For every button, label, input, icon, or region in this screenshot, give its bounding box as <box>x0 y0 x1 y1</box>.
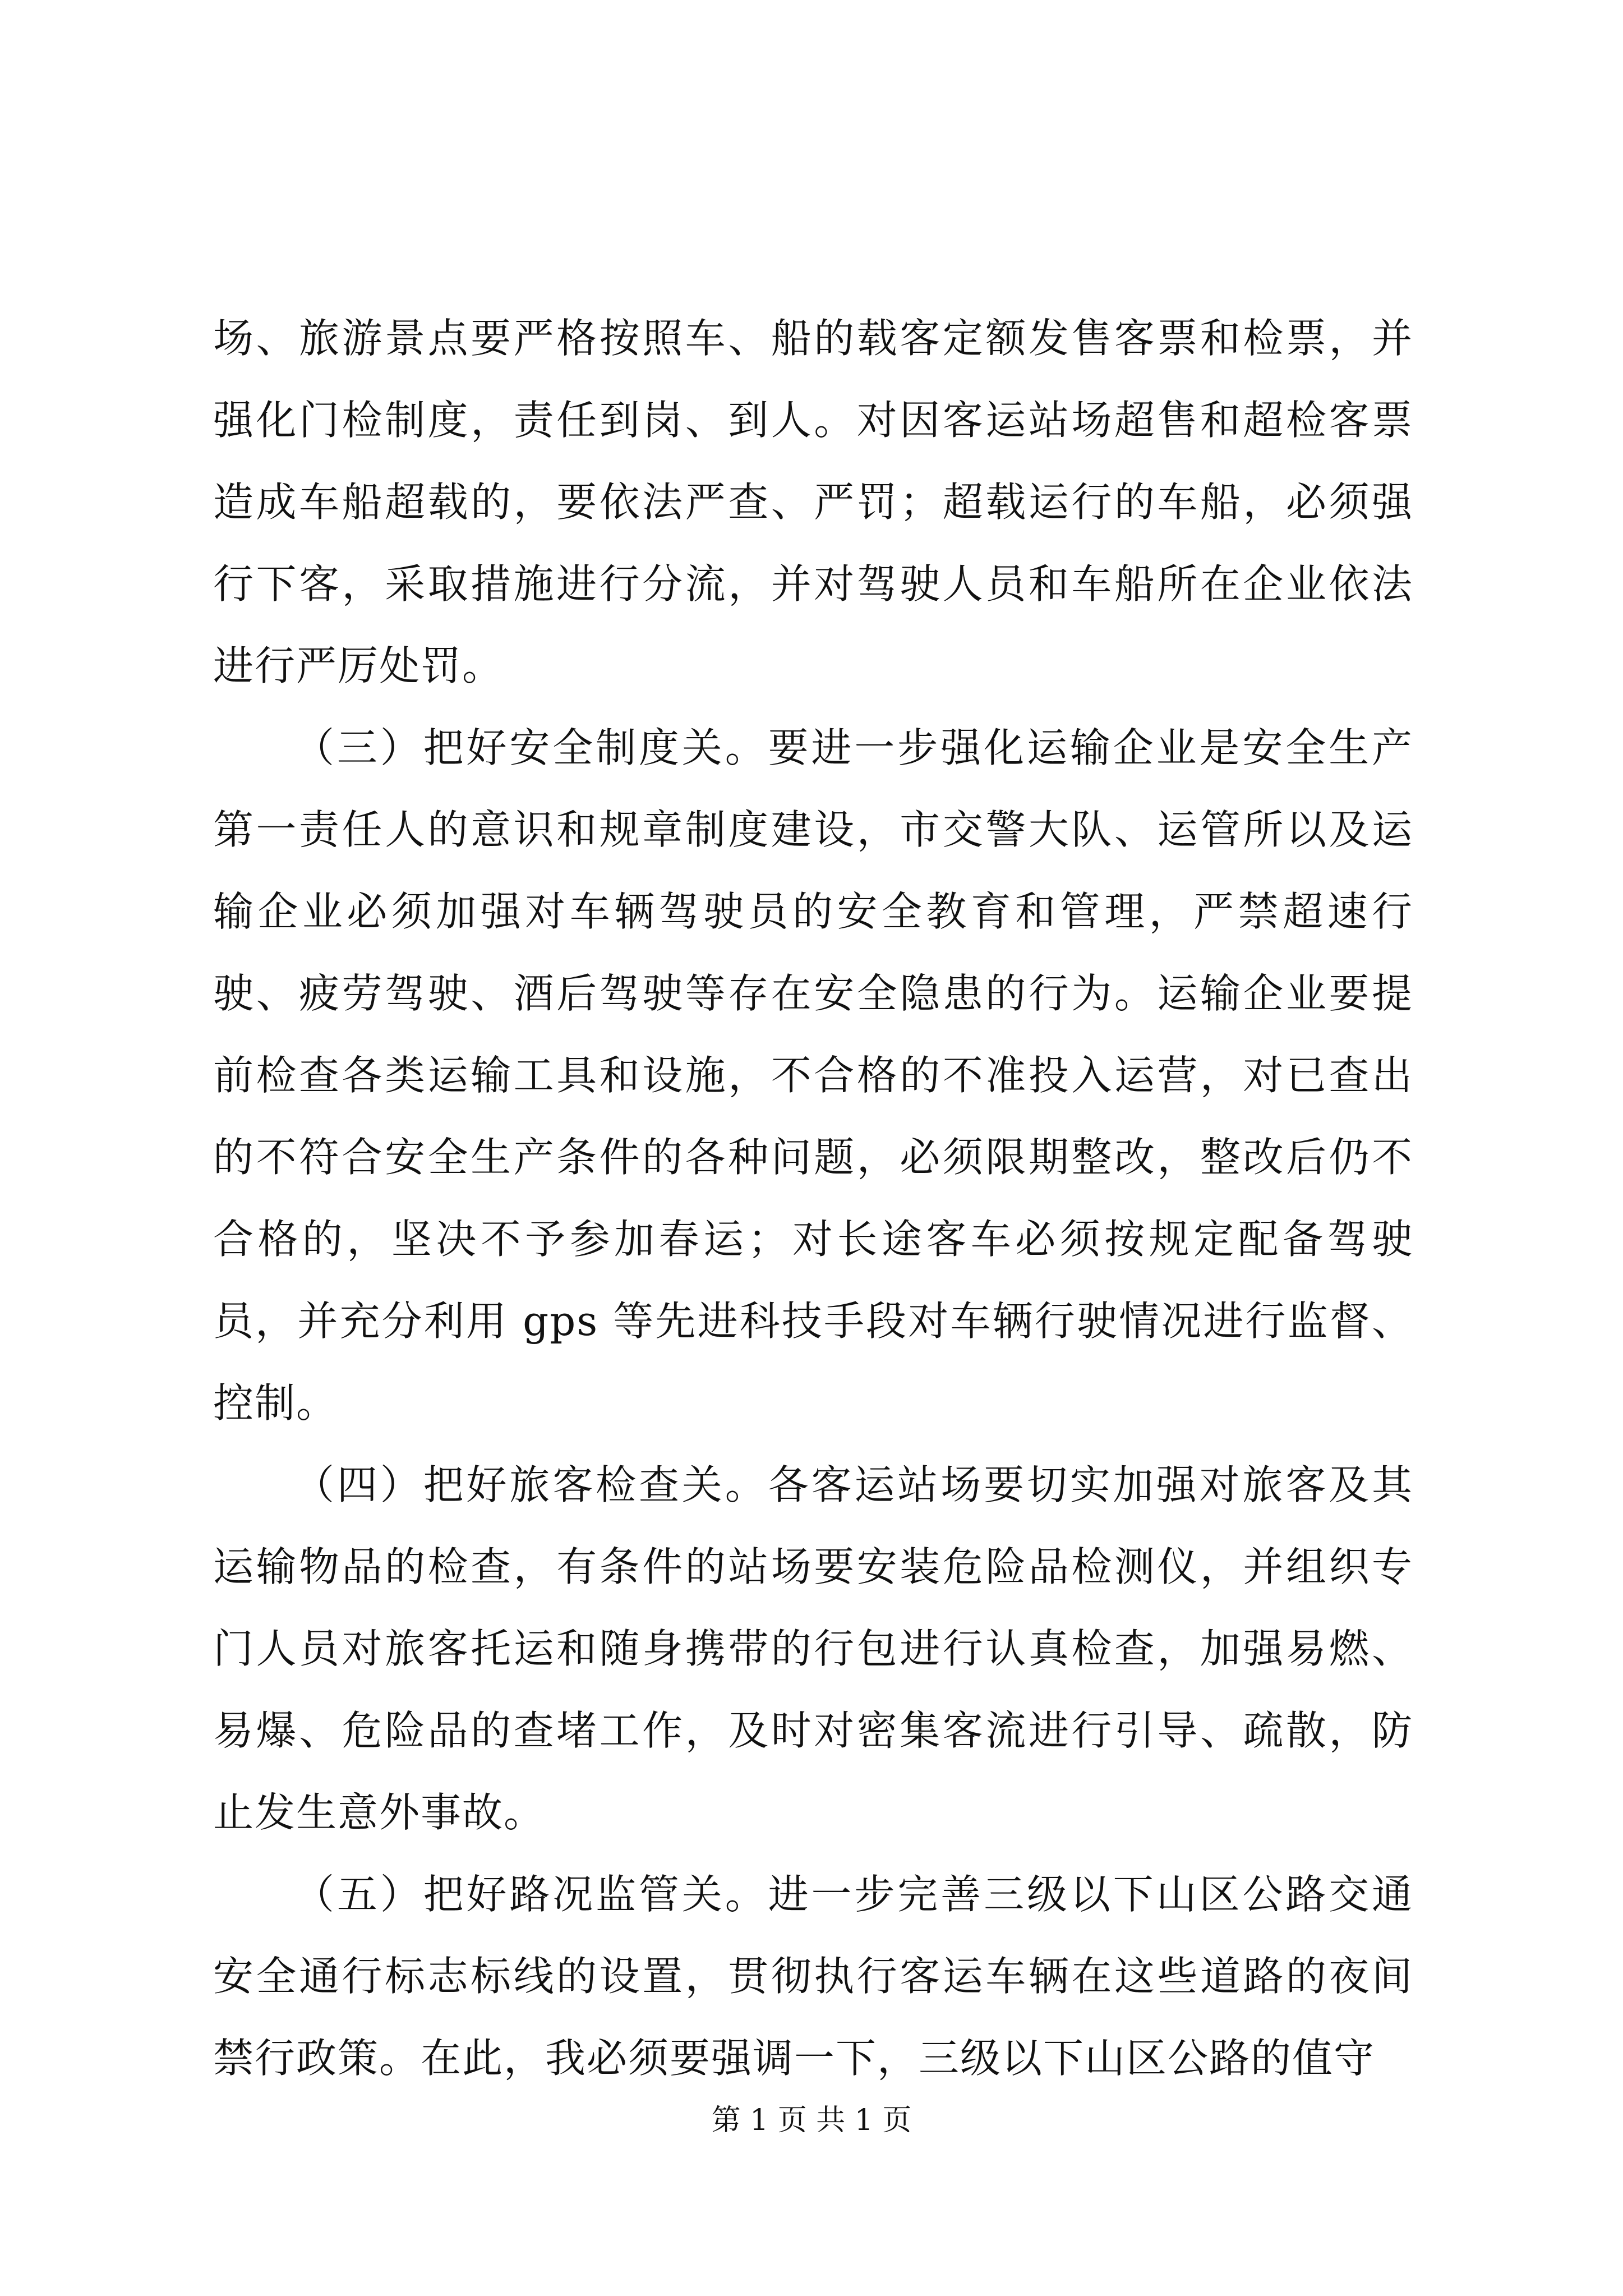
paragraph-section-three: （三）把好安全制度关。要进一步强化运输企业是安全生产第一责任人的意识和规章制度建设，市交警大队、运管所以及运输企业必须加强对车辆驾驶员的安全教育和管理，严禁超速行驶、疲劳驾驶、酒后驾驶等存在安全隐患的行为。运输企业要提前检查各类运输工具和设施，不合格的不准投入运营，对已查出的不符合安全生产条件的各种问题，必须限期整改，整改后仍不合格的，坚决不予参加春运；对长途客车必须按规定配备驾驶员，并充分利用 gps 等先进科技手段对车辆行驶情况进行监督、控制。 <box>213 724 1413 1427</box>
paragraph-section-five: （五）把好路况监管关。进一步完善三级以下山区公路交通安全通行标志标线的设置，贯彻执行客运车辆在这些道路的夜间禁行政策。在此，我必须要强调一下，三级以下山区公路的值守 <box>213 1871 1413 2082</box>
document-body <box>213 297 1413 2099</box>
paragraph-continuation: 场、旅游景点要严格按照车、船的载客定额发售客票和检票，并强化门检制度，责任到岗、到人。对因客运站场超售和超检客票造成车船超载的，要依法严查、严罚；超载运行的车船，必须强行下客，采取措施进行分流，并对驾驶人员和车船所在企业依法进行严厉处罚。 <box>213 315 1413 689</box>
paragraph-section-four: （四）把好旅客检查关。各客运站场要切实加强对旅客及其运输物品的检查，有条件的站场要安装危险品检测仪，并组织专门人员对旅客托运和随身携带的行包进行认真检查，加强易燃、易爆、危险品的查堵工作，及时对密集客流进行引导、疏散，防止发生意外事故。 <box>213 1461 1413 1836</box>
page-number-footer: 第 1 页 共 1 页 <box>711 2104 912 2137</box>
